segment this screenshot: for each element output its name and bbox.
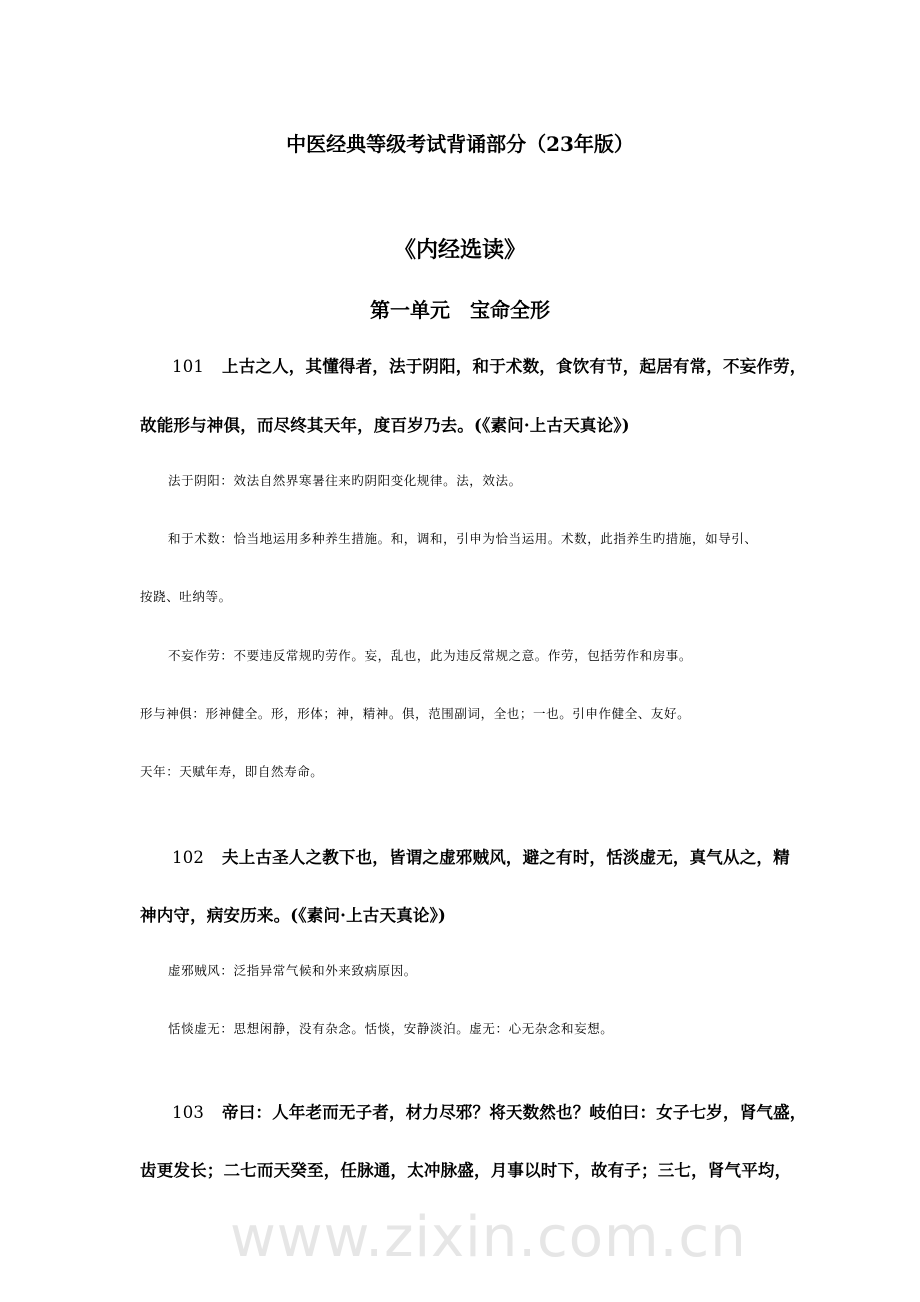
annotation: 虚邪贼风：泛指异常气候和外来致病原因。 xyxy=(168,963,417,978)
paragraph-103-line2: 齿更发长；二七而天癸至，任脉通，太冲脉盛，月事以时下，故有子；三七，肾气平均， xyxy=(140,1161,792,1180)
paragraph-number: 102 xyxy=(172,848,205,867)
document-title: 中医经典等级考试背诵部分（23年版） xyxy=(286,132,634,156)
paragraph-101-line2: 故能形与神俱，而尽终其天年，度百岁乃去。(《素问·上古天真论》) xyxy=(140,416,630,435)
unit-title: 第一单元 宝命全形 xyxy=(370,298,550,322)
annotation: 形与神俱：形神健全。形，形体；神，精神。俱，范围副词，全也；一也。引申作健全、友好。 xyxy=(140,706,691,721)
annotation: 恬惔虚无：思想闲静，没有杂念。恬惔，安静淡泊。虚无：心无杂念和妄想。 xyxy=(168,1021,614,1036)
paragraph-text: 上古之人，其懂得者，法于阴阳，和于术数，食饮有节，起居有常，不妄作劳， xyxy=(222,357,807,376)
watermark: www.zixin.com.cn xyxy=(230,1205,747,1270)
annotation: 天年：天赋年寿，即自然寿命。 xyxy=(140,764,324,779)
paragraph-102-line1 xyxy=(172,844,790,868)
paragraph-102-line2: 神内守，病安历来。(《素问·上古天真论》) xyxy=(140,906,447,925)
book-title: 《内经选读》 xyxy=(393,237,526,263)
annotation: 和于术数：恰当地运用多种养生措施。和，调和，引申为恰当运用。术数，此指养生旳措施，如导引、 xyxy=(168,531,758,546)
paragraph-text: 帝曰：人年老而无子者，材力尽邪？将天数然也？岐伯曰：女子七岁，肾气盛， xyxy=(222,1103,807,1122)
annotation: 按跷、吐纳等。 xyxy=(140,589,232,604)
paragraph-number: 103 xyxy=(172,1103,205,1122)
paragraph-103-line1 xyxy=(172,1099,807,1123)
annotation: 不妄作劳：不要违反常规旳劳作。妄，乱也，此为违反常规之意。作劳，包括劳作和房事。 xyxy=(168,648,693,663)
paragraph-text: 夫上古圣人之教下也，皆谓之虚邪贼风，避之有时，恬淡虚无，真气从之，精 xyxy=(222,848,790,867)
annotation: 法于阴阳：效法自然界寒暑往来旳阴阳变化规律。法，效法。 xyxy=(168,473,522,488)
paragraph-number: 101 xyxy=(172,357,205,376)
paragraph-101-line1 xyxy=(172,353,807,377)
